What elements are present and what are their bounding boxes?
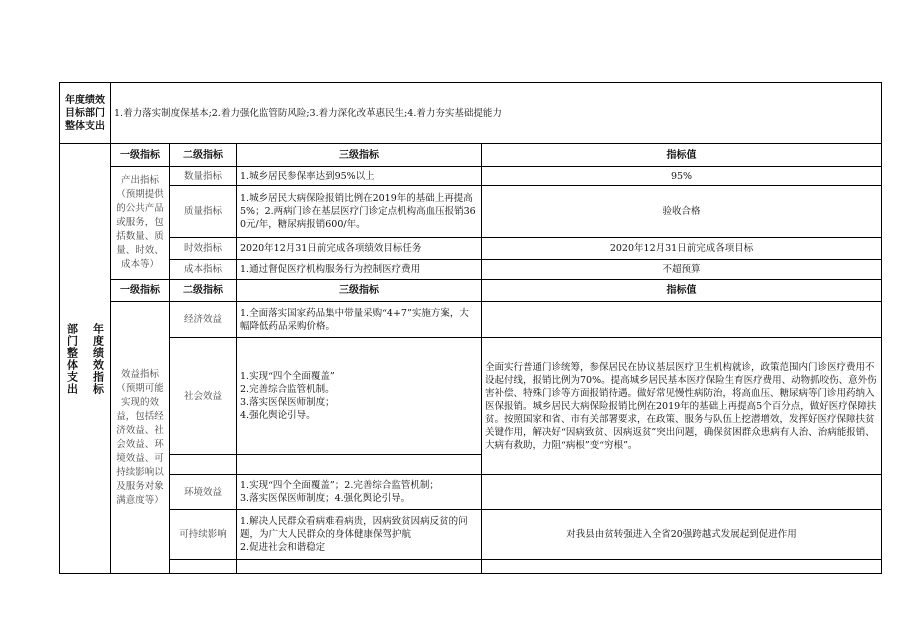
output-l3: 1.城乡居民大病保险报销比例在2019年的基础上再提高5%；2.两病门诊在基层医疗门诊定点机构高血压报销360元/年，糖尿病报销600/年。 [237,186,482,238]
output-l2: 数量指标 [170,167,237,186]
side-label-b: 部门整体支出 [65,322,79,395]
output-l2: 成本指标 [170,260,237,280]
performance-table [59,82,882,574]
benefit-l3: 1.实现“四个全面覆盖” 2.完善综合监管机制。 3.落实医保医师制度； 4.强化舆论引导。 [237,338,482,455]
output-l2: 时效指标 [170,238,237,260]
side-label-a: 年度绩效指标 [91,322,105,395]
benefit-l2: 可持续影响 [170,510,237,560]
benefit-indicator-label: 效益指标 （预期可能实现的效益，包括经济效益、社会效益、环境效益、可持续影响以及服务对象满意度等） [111,302,170,574]
benefit-value-empty [482,475,882,510]
benefit-l3: 1.全面落实国家药品集中带量采购“4+7”实施方案，大幅降低药品采购价格。 [237,302,482,338]
output-l3: 2020年12月31日前完成各项绩效目标任务 [237,238,482,260]
header-level2: 二级指标 [170,280,237,302]
benefit-l2-empty [170,455,237,475]
output-value: 95% [482,167,882,186]
header-level3: 三级指标 [237,144,482,167]
side-label-cell [60,144,111,574]
header-level3: 三级指标 [237,280,482,302]
goal-content: 1.着力落实制度保基本;2.着力强化监管防风险;3.着力深化改革惠民生;4.着力夯实基础提能力 [111,83,882,144]
benefit-merged-value: 全面实行普通门诊统筹，参保居民在协议基层医疗卫生机构就诊，政策范围内门诊医疗费用不设起付线，报销比例为70%。提高城乡居民基本医疗保险生育医疗费用、动物抓咬伤、意外伤害补偿、特殊门诊等方面报销待遇。做好常见慢性病防治，将高血压、糖尿病等门诊用药纳入医保报销。城乡居民大病保险报销比例在2019年的基础上再提高5个百分点，做好医疗保障扶贫。按照国家和省、市有关部署要求，在政策、服务与队伍上挖潜增效，发挥好医疗保障扶贫关键作用，解决好“因病致贫、因病返贫”突出问题，确保贫困群众患病有人治、治病能报销、大病有救助，力阻“病根”变“穷根”。 [482,338,882,475]
benefit-l2: 环境效益 [170,475,237,510]
empty-cell [170,560,237,574]
benefit-l2: 经济效益 [170,302,237,338]
output-l2: 质量指标 [170,186,237,238]
goal-label: 年度绩效 目标部门 整体支出 [60,83,111,144]
benefit-l3: 1.解决人民群众看病难看病贵，因病致贫因病反贫的问题，为广大人民群众的身体健康保驾护航 2.促进社会和谐稳定 [237,510,482,560]
benefit-l2: 社会效益 [170,338,237,455]
output-indicator-label: 产出指标 （预期提供的公共产品或服务，包括数量、质量、时效、成本等） [111,167,170,280]
empty-cell [237,560,482,574]
benefit-l3-empty [237,455,482,475]
empty-cell [482,560,882,574]
header-value: 指标值 [482,144,882,167]
output-l3: 1.通过督促医疗机构服务行为控制医疗费用 [237,260,482,280]
header-level2: 二级指标 [170,144,237,167]
output-l3: 1.城乡居民参保率达到95%以上 [237,167,482,186]
benefit-value: 对我县由贫转强进入全省20强跨越式发展起到促进作用 [482,510,882,560]
header-value: 指标值 [482,280,882,302]
output-value: 验收合格 [482,186,882,238]
benefit-l3: 1.实现“四个全面覆盖”；2.完善综合监管机制； 3.落实医保医师制度；4.强化舆论引导。 [237,475,482,510]
header-level1: 一级指标 [111,280,170,302]
header-level1: 一级指标 [111,144,170,167]
output-value: 2020年12月31日前完成各项目标 [482,238,882,260]
output-value: 不超预算 [482,260,882,280]
benefit-value-empty [482,302,882,338]
